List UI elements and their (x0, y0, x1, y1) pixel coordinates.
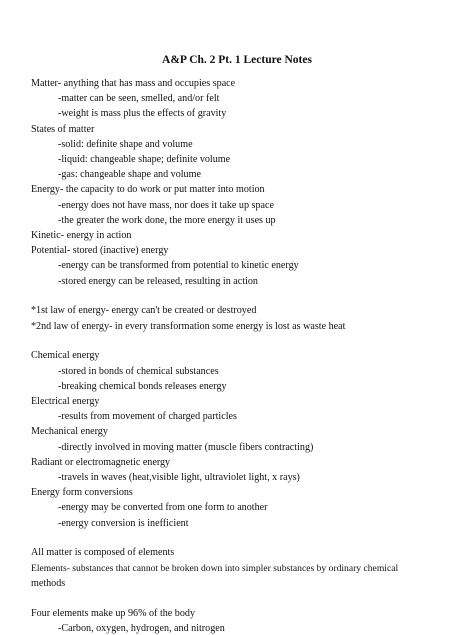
note-line: -Carbon, oxygen, hydrogen, and nitrogen (58, 622, 225, 634)
note-line: Energy form conversions (31, 487, 133, 499)
note-line: methods (31, 577, 66, 589)
note-line: Potential- stored (inactive) energy (31, 245, 169, 257)
note-line: -the greater the work done, the more energy it uses up (58, 214, 276, 226)
note-line: Four elements make up 96% of the body (31, 607, 195, 619)
note-line: Electrical energy (31, 396, 100, 407)
note-line: -solid: definite shape and volume (58, 138, 193, 150)
note-line: Chemical energy (31, 350, 100, 362)
note-line: -results from movement of charged particles (58, 411, 237, 423)
note-line: Energy- the capacity to do work or put matter into motion (31, 184, 265, 196)
note-line: -energy conversion is inefficient (58, 517, 189, 529)
note-line: -liquid: changeable shape; definite volume (58, 154, 231, 165)
note-line: *2nd law of energy- in every transformation some energy is lost as waste heat (31, 320, 346, 332)
note-line: -energy can be transformed from potential to kinetic energy (58, 260, 299, 272)
note-line: Kinetic- energy in action (31, 230, 132, 241)
note-line: All matter is composed of elements (31, 547, 175, 559)
note-line: -stored energy can be released, resulting in action (58, 275, 258, 287)
note-line: Radiant or electromagnetic energy (31, 456, 171, 468)
note-line: -energy does not have mass, nor does it take up space (58, 199, 274, 211)
note-line: States of matter (31, 123, 95, 135)
note-line: -directly involved in moving matter (muscle fibers contracting) (58, 441, 314, 453)
note-line: Matter- anything that has mass and occupies space (31, 78, 236, 89)
note-line: -energy may be converted from one form to another (58, 502, 268, 514)
note-line: -gas: changeable shape and volume (58, 169, 201, 181)
note-line: Elements- substances that cannot be broken down into simpler substances by ordinary chemical (31, 562, 399, 574)
note-line: -travels in waves (heat,visible light, ultraviolet light, x rays) (58, 472, 300, 483)
note-line: *1st law of energy- energy can't be created or destroyed (31, 305, 257, 317)
note-line: -stored in bonds of chemical substances (58, 365, 219, 377)
page-title: A&P Ch. 2 Pt. 1 Lecture Notes (162, 54, 312, 66)
note-line: Mechanical energy (31, 426, 108, 438)
note-line: -weight is mass plus the effects of gravity (58, 108, 227, 120)
note-line: -matter can be seen, smelled, and/or felt (58, 93, 220, 105)
note-line: -breaking chemical bonds releases energy (58, 380, 227, 392)
